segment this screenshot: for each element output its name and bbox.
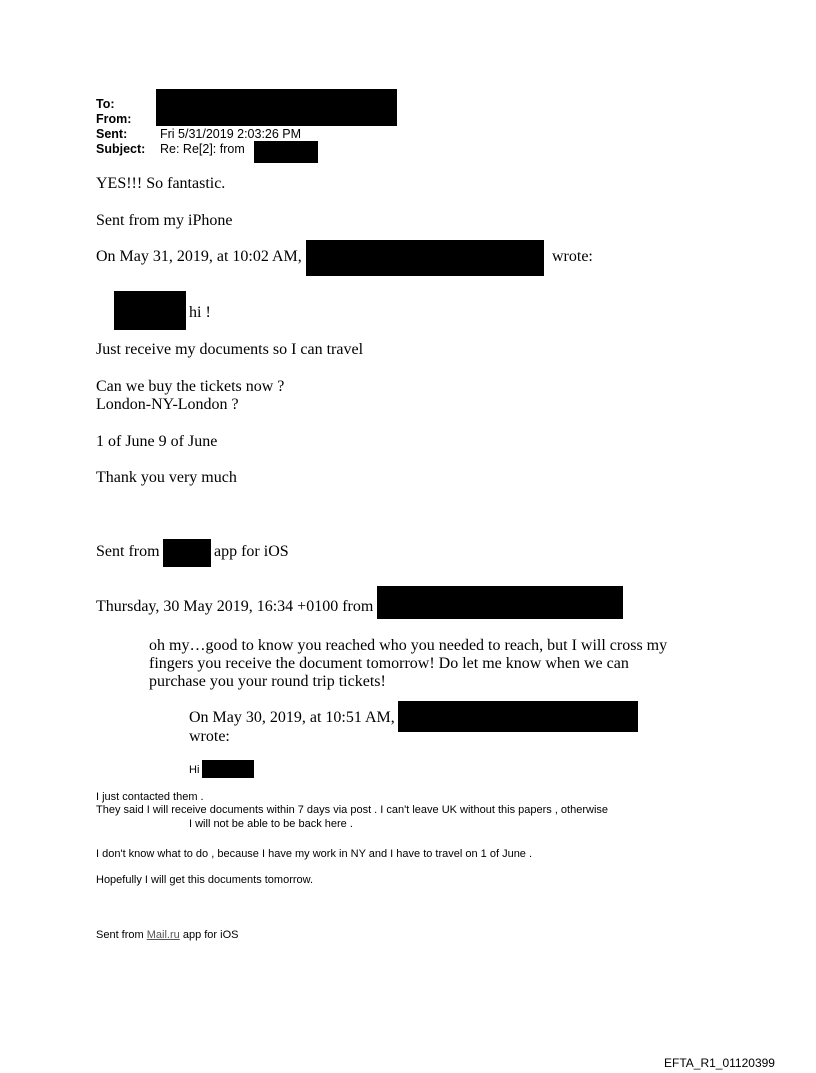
quote-intro-2: Thursday, 30 May 2019, 16:34 +0100 from [96,598,374,615]
greeting: hi ! [189,304,211,321]
to-label: To: [96,97,115,111]
sent-from-suffix: app for iOS [214,543,289,560]
message-line: I don't know what to do , because I have my work in NY and I have to travel on 1 of June . [96,848,533,860]
quote-intro-3-tail: wrote: [189,728,230,745]
redaction-greeting-name [114,291,186,330]
greeting-hi: Hi [189,764,200,776]
redaction-subject [254,141,318,163]
sent-from-mailru [96,929,238,942]
message-line: I just contacted them . [96,791,204,803]
redaction-sender-3 [398,701,638,732]
sent-value: Fri 5/31/2019 2:03:26 PM [160,127,302,141]
reply-text: YES!!! So fantastic. [96,175,226,192]
message-line: Can we buy the tickets now ? [96,378,285,395]
bates-number: EFTA_R1_01120399 [664,1056,775,1070]
message-line: 1 of June 9 of June [96,433,218,450]
quote-intro-3: On May 30, 2019, at 10:51 AM, [189,709,395,726]
redaction-sender-2 [377,586,623,619]
message-line: I will not be able to be back here . [189,818,353,830]
redaction-app-name [163,539,211,567]
message-line: Thank you very much [96,469,237,486]
subject-value: Re: Re[2]: from [160,142,245,156]
redaction-hi-name [202,760,254,778]
mailru-link[interactable]: Mail.ru [146,929,180,941]
message-line: London-NY-London ? [96,396,239,413]
message-line: Just receive my documents so I can travel [96,341,364,358]
sent-label: Sent: [96,127,128,141]
reply-signature: Sent from my iPhone [96,212,233,229]
sent-from-prefix: Sent from [96,929,144,941]
redaction-to-from [156,89,397,126]
redaction-sender-1 [306,240,544,276]
from-label: From: [96,112,132,126]
message-line: They said I will receive documents within 7 days via post . I can't leave UK without this papers , otherwise [96,804,609,816]
subject-label: Subject: [96,142,146,156]
message-line: fingers you receive the document tomorrow! Do let me know when we can [149,655,629,672]
quote-intro-1: On May 31, 2019, at 10:02 AM, [96,248,302,265]
message-line: oh my…good to know you reached who you needed to reach, but I will cross my [149,637,668,654]
sent-from-prefix: Sent from [96,543,160,560]
message-line: Hopefully I will get this documents tomorrow. [96,874,314,886]
quote-intro-1-tail: wrote: [552,248,593,265]
sent-from-suffix: app for iOS [182,929,239,941]
message-line: purchase you your round trip tickets! [149,673,386,690]
